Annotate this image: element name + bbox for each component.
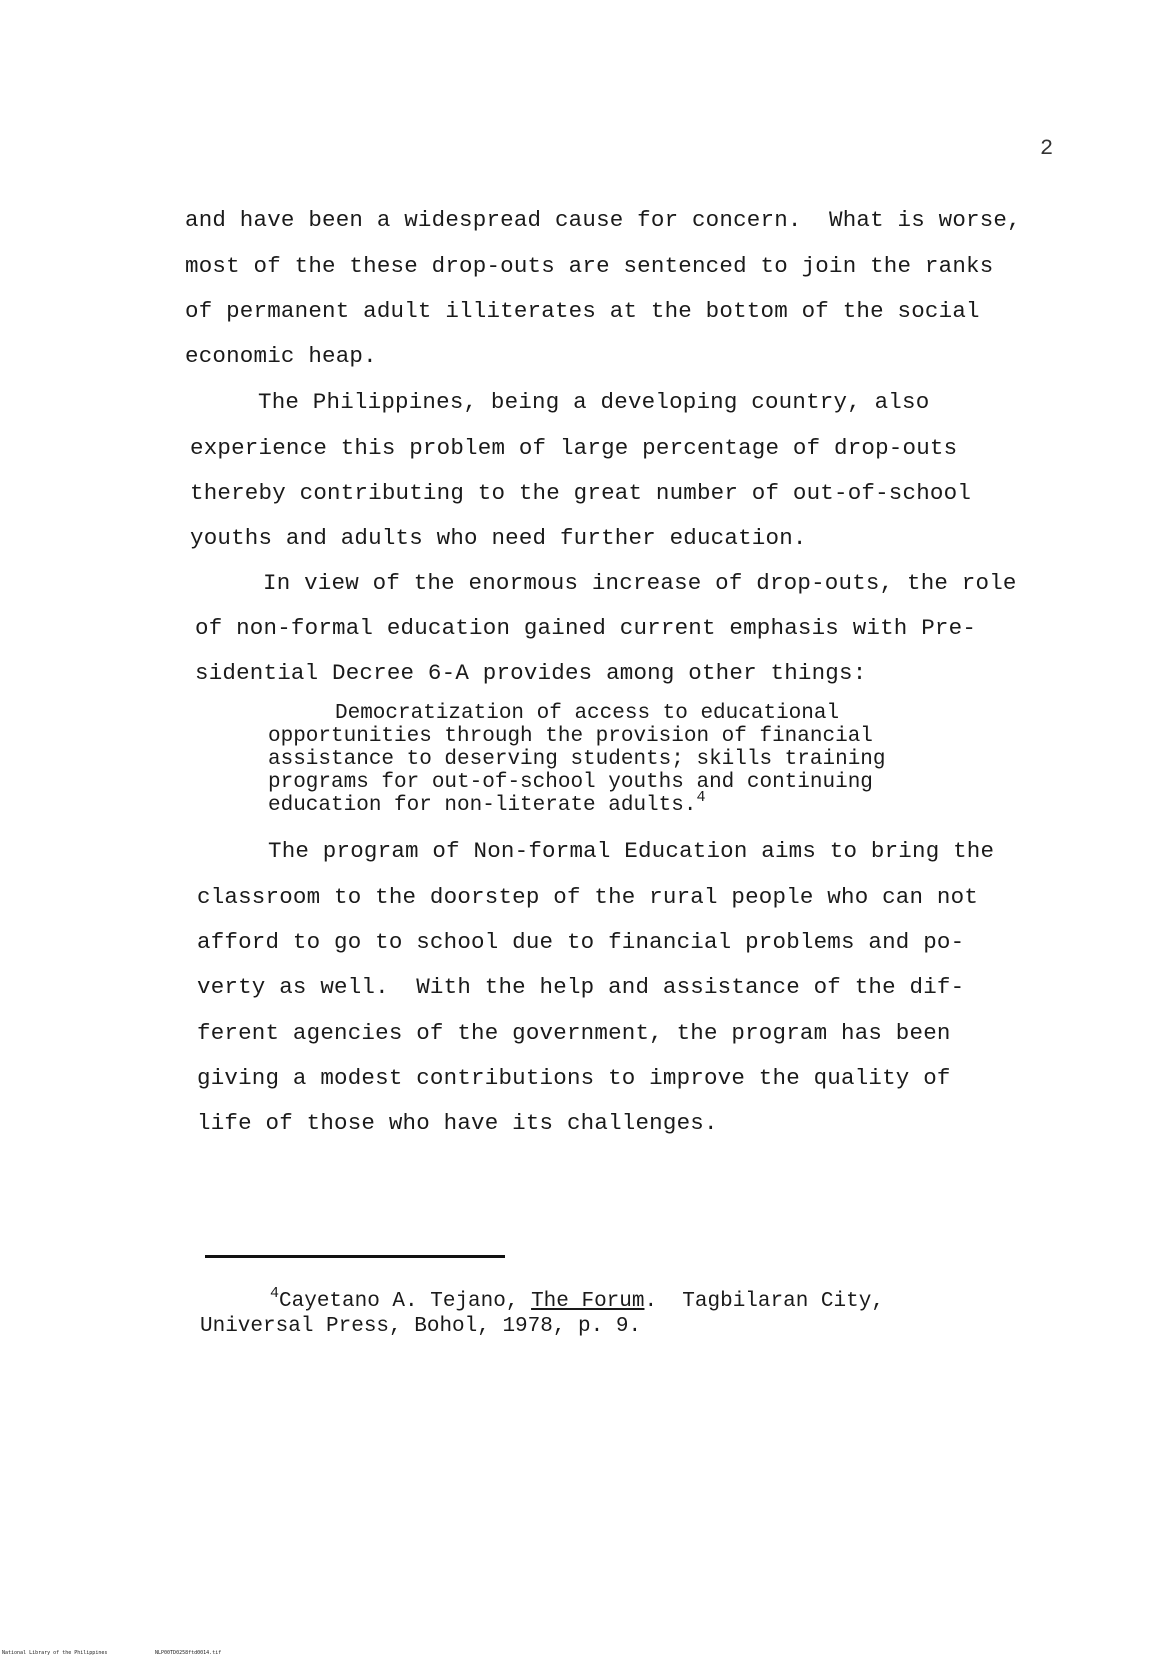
footnote-line: Universal Press, Bohol, 1978, p. 9. xyxy=(200,1315,642,1338)
text-line: thereby contributing to the great number of out-of-school xyxy=(190,480,972,506)
text-line: The Philippines, being a developing country, also xyxy=(258,389,930,415)
text-line: classroom to the doorstep of the rural people who can not xyxy=(197,884,979,910)
text-line: of non-formal education gained current emphasis with Pre- xyxy=(195,615,977,641)
page-number: 2 xyxy=(1040,136,1054,161)
quote-line xyxy=(268,789,706,818)
text-line: and have been a widespread cause for concern. What is worse, xyxy=(185,207,1021,233)
text-line: most of the these drop-outs are sentenced to join the ranks xyxy=(185,253,994,279)
text-line: The program of Non-formal Education aims to bring the xyxy=(268,838,995,864)
text-line: experience this problem of large percentage of drop-outs xyxy=(190,435,958,461)
text-line: life of those who have its challenges. xyxy=(197,1110,718,1136)
footnote-number: 4 xyxy=(270,1285,280,1302)
text-line: of permanent adult illiterates at the bottom of the social xyxy=(185,298,980,324)
quote-line: Democratization of access to educational xyxy=(335,702,840,725)
footnote-reference: 4 xyxy=(696,789,706,806)
quote-line: assistance to deserving students; skills training xyxy=(268,748,886,771)
text-line: ferent agencies of the government, the program has been xyxy=(197,1020,951,1046)
text-line: verty as well. With the help and assistance of the dif- xyxy=(197,974,965,1000)
quote-line: opportunities through the provision of financial xyxy=(268,725,873,748)
footnote-title: The Forum xyxy=(531,1290,645,1313)
text-line: sidential Decree 6-A provides among other things: xyxy=(195,660,867,686)
scan-footer-file: NLP00TD0258ftd0014.tif xyxy=(155,1650,222,1656)
text-line: youths and adults who need further education. xyxy=(190,525,807,551)
quote-line: programs for out-of-school youths and continuing xyxy=(268,771,873,794)
footnote-author: Cayetano A. Tejano, xyxy=(279,1290,532,1313)
footnote-line xyxy=(270,1285,884,1313)
quote-text: education for non-literate adults. xyxy=(268,794,697,817)
scan-footer-source: National Library of the Philippines xyxy=(2,1650,108,1656)
text-line: In view of the enormous increase of drop-outs, the role xyxy=(263,570,1017,596)
text-line: economic heap. xyxy=(185,343,377,369)
text-line: afford to go to school due to financial problems and po- xyxy=(197,929,965,955)
footnote-rule xyxy=(205,1255,505,1258)
footnote-place: . Tagbilaran City, xyxy=(644,1290,884,1313)
text-line: giving a modest contributions to improve the quality of xyxy=(197,1065,951,1091)
